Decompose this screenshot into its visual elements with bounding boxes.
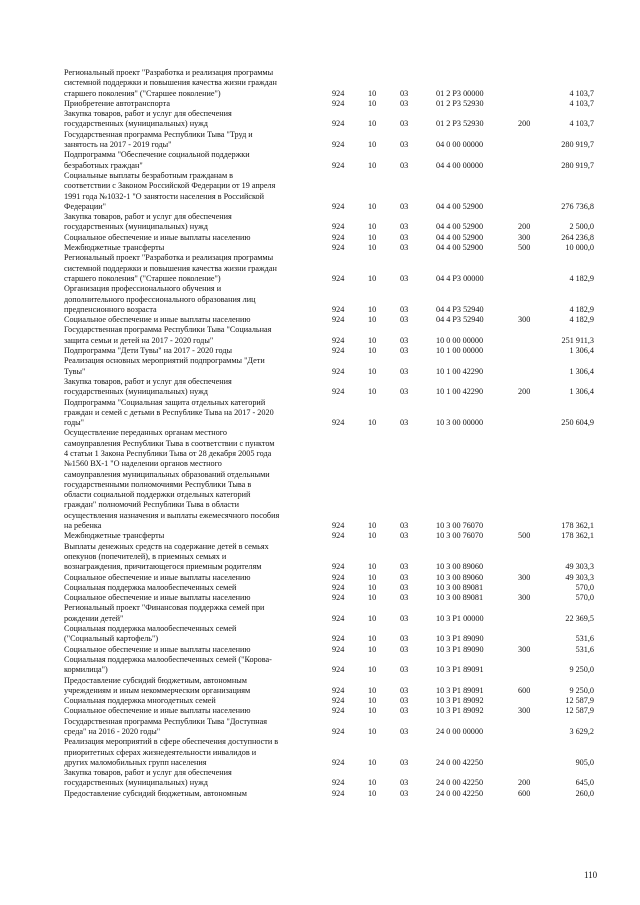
subsection-code-cell: 03 <box>400 562 409 572</box>
admin-code-cell: 924 <box>332 119 345 129</box>
section-code-cell: 10 <box>368 160 377 170</box>
subsection-code-cell: 03 <box>400 304 409 314</box>
subsection-code-cell: 03 <box>400 685 409 695</box>
expense-type-cell: 200 <box>518 119 531 129</box>
target-item-cell: 24 0 00 42250 <box>436 757 484 767</box>
table-row <box>64 542 594 573</box>
item-name-cell: Выплаты денежных средств на содержание детей в семьях опекунов (попечителей), в приемных семьях и вознаграждения, причитающегося приемным родителям <box>64 541 269 572</box>
item-name-cell: Межбюджетные трансферты <box>64 243 165 253</box>
target-item-cell: 10 3 P1 89090 <box>436 644 484 654</box>
section-code-cell: 10 <box>368 644 377 654</box>
target-item-cell: 24 0 00 42250 <box>436 788 484 798</box>
item-name-cell: Подпрограмма "Дети Тувы" на 2017 - 2020 годы <box>64 346 233 356</box>
target-item-cell: 10 3 00 89060 <box>436 562 484 572</box>
section-code-cell: 10 <box>368 119 377 129</box>
section-code-cell: 10 <box>368 304 377 314</box>
admin-code-cell: 924 <box>332 222 345 232</box>
item-name-cell: Осуществление переданных органам местного самоуправления Республики Тыва в соответствии с пунктом 4 статьи 1 Закона Республики Тыва от 28 декабря 2005 года №1560 ВХ-1 "О наделении органов местного самоуправления муниципальных образований отдельными государственными полномочиями Республики Тыва в области социальной поддержки отдельных категорий граждан" полномочий Республики Тыва в области осуществления назначения и выплаты ежемесячного пособия на ребенка <box>64 428 280 531</box>
target-item-cell: 10 3 P1 89090 <box>436 634 484 644</box>
section-code-cell: 10 <box>368 778 377 788</box>
admin-code-cell: 924 <box>332 140 345 150</box>
amount-cell: 570,0 <box>575 582 594 592</box>
table-row <box>64 624 594 645</box>
item-name-cell: Закупка товаров, работ и услуг для обеспечения государственных (муниципальных) нужд <box>64 768 232 788</box>
section-code-cell: 10 <box>368 757 377 767</box>
expense-type-cell: 300 <box>518 644 531 654</box>
table-row <box>64 377 594 398</box>
table-row <box>64 253 594 284</box>
expense-type-cell: 500 <box>518 243 531 253</box>
item-name-cell: Подпрограмма "Обеспечение социальной поддержки безработных граждан" <box>64 150 250 170</box>
item-name-cell: Государственная программа Республики Тыва "Социальная защита семьи и детей на 2017 - 2020 годы" <box>64 325 272 345</box>
section-code-cell: 10 <box>368 521 377 531</box>
subsection-code-cell: 03 <box>400 88 409 98</box>
table-row <box>64 243 594 253</box>
section-code-cell: 10 <box>368 232 377 242</box>
section-code-cell: 10 <box>368 366 377 376</box>
amount-cell: 3 629,2 <box>569 727 594 736</box>
subsection-code-cell: 03 <box>400 232 409 242</box>
section-code-cell: 10 <box>368 201 377 211</box>
table-row <box>64 68 594 99</box>
section-code-cell: 10 <box>368 696 377 706</box>
amount-cell: 4 182,9 <box>569 273 594 283</box>
amount-cell: 645,0 <box>575 778 594 788</box>
target-item-cell: 24 0 00 00000 <box>436 727 484 736</box>
admin-code-cell: 924 <box>332 727 345 736</box>
expense-type-cell: 300 <box>518 232 531 242</box>
amount-cell: 9 250,0 <box>569 665 594 675</box>
section-code-cell: 10 <box>368 98 377 108</box>
section-code-cell: 10 <box>368 88 377 98</box>
admin-code-cell: 924 <box>332 582 345 592</box>
target-item-cell: 04 4 00 52900 <box>436 201 484 211</box>
table-row <box>64 346 594 356</box>
item-name-cell: Государственная программа Республики Тыва "Труд и занятость на 2017 - 2019 годы" <box>64 129 253 150</box>
section-code-cell: 10 <box>368 273 377 283</box>
admin-code-cell: 924 <box>332 201 345 211</box>
target-item-cell: 04 4 P3 00000 <box>436 273 484 283</box>
section-code-cell: 10 <box>368 613 377 623</box>
item-name-cell: Социальные выплаты безработным гражданам в соответствии с Законом Российской Федерации от 19 апреля 1991 года №1032-1 "О занятости населения в Российской Федерации" <box>64 170 276 211</box>
target-item-cell: 04 4 00 52900 <box>436 232 484 242</box>
subsection-code-cell: 03 <box>400 98 409 108</box>
amount-cell: 531,6 <box>575 644 594 654</box>
target-item-cell: 04 4 00 00000 <box>436 160 484 170</box>
amount-cell: 531,6 <box>575 634 594 644</box>
target-item-cell: 10 3 00 89081 <box>436 593 484 603</box>
budget-table <box>64 68 594 799</box>
subsection-code-cell: 03 <box>400 521 409 531</box>
table-row <box>64 593 594 603</box>
table-row <box>64 655 594 676</box>
table-row <box>64 706 594 716</box>
amount-cell: 2 500,0 <box>569 222 594 232</box>
subsection-code-cell: 03 <box>400 665 409 675</box>
target-item-cell: 10 3 P1 89091 <box>436 685 484 695</box>
subsection-code-cell: 03 <box>400 696 409 706</box>
expense-type-cell: 500 <box>518 531 531 541</box>
subsection-code-cell: 03 <box>400 418 409 428</box>
target-item-cell: 04 0 00 00000 <box>436 140 484 150</box>
target-item-cell: 10 3 00 76070 <box>436 521 484 531</box>
subsection-code-cell: 03 <box>400 727 409 736</box>
item-name-cell: Региональный проект "Финансовая поддержка семей при рождении детей" <box>64 603 265 623</box>
item-name-cell: Социальная поддержка малообеспеченных семей <box>64 582 237 592</box>
target-item-cell: 10 1 00 00000 <box>436 346 484 356</box>
admin-code-cell: 924 <box>332 644 345 654</box>
item-name-cell: Предоставление субсидий бюджетным, автономным <box>64 788 247 798</box>
admin-code-cell: 924 <box>332 613 345 623</box>
table-row <box>64 233 594 243</box>
admin-code-cell: 924 <box>332 273 345 283</box>
amount-cell: 4 103,7 <box>569 119 594 129</box>
section-code-cell: 10 <box>368 788 377 798</box>
amount-cell: 49 303,3 <box>565 572 594 582</box>
target-item-cell: 10 1 00 42290 <box>436 387 484 397</box>
subsection-code-cell: 03 <box>400 593 409 603</box>
item-name-cell: Предоставление субсидий бюджетным, автономным учреждениям и иным некоммерческим организациям <box>64 675 251 695</box>
subsection-code-cell: 03 <box>400 160 409 170</box>
item-name-cell: Реализация основных мероприятий подпрограммы "Дети Тувы" <box>64 356 265 376</box>
subsection-code-cell: 03 <box>400 582 409 592</box>
table-row <box>64 603 594 624</box>
section-code-cell: 10 <box>368 593 377 603</box>
target-item-cell: 10 3 P1 89091 <box>436 665 484 675</box>
table-row <box>64 676 594 697</box>
table-row <box>64 398 594 429</box>
admin-code-cell: 924 <box>332 706 345 716</box>
subsection-code-cell: 03 <box>400 644 409 654</box>
subsection-code-cell: 03 <box>400 140 409 150</box>
subsection-code-cell: 03 <box>400 788 409 798</box>
target-item-cell: 04 4 00 52900 <box>436 222 484 232</box>
admin-code-cell: 924 <box>332 531 345 541</box>
table-row <box>64 737 594 768</box>
section-code-cell: 10 <box>368 634 377 644</box>
expense-type-cell: 300 <box>518 706 531 716</box>
amount-cell: 4 103,7 <box>569 98 594 108</box>
item-name-cell: Региональный проект "Разработка и реализация программы системной поддержки и повышения качества жизни граждан старшего поколения" ("Старшее поколение") <box>64 68 277 98</box>
table-row <box>64 212 594 233</box>
admin-code-cell: 924 <box>332 593 345 603</box>
amount-cell: 264 236,8 <box>561 232 594 242</box>
item-name-cell: Социальная поддержка малообеспеченных семей ("Социальный картофель") <box>64 624 237 644</box>
target-item-cell: 10 0 00 00000 <box>436 335 484 345</box>
section-code-cell: 10 <box>368 727 377 736</box>
item-name-cell: Социальное обеспечение и иные выплаты населению <box>64 232 251 242</box>
admin-code-cell: 924 <box>332 315 345 325</box>
section-code-cell: 10 <box>368 582 377 592</box>
table-row <box>64 315 594 325</box>
amount-cell: 178 362,1 <box>561 531 594 541</box>
item-name-cell: Реализация мероприятий в сфере обеспечения доступности в приоритетных сферах жизнедеятельности инвалидов и других маломобильных групп населения <box>64 737 279 767</box>
section-code-cell: 10 <box>368 706 377 716</box>
subsection-code-cell: 03 <box>400 613 409 623</box>
admin-code-cell: 924 <box>332 88 345 98</box>
subsection-code-cell: 03 <box>400 634 409 644</box>
item-name-cell: Социальная поддержка многодетных семей <box>64 696 216 706</box>
target-item-cell: 10 3 00 89081 <box>436 582 484 592</box>
target-item-cell: 10 3 P1 00000 <box>436 613 484 623</box>
expense-type-cell: 200 <box>518 222 531 232</box>
target-item-cell: 10 3 P1 89092 <box>436 696 484 706</box>
table-row <box>64 356 594 377</box>
item-name-cell: Социальное обеспечение и иные выплаты населению <box>64 644 251 654</box>
table-row <box>64 696 594 706</box>
section-code-cell: 10 <box>368 222 377 232</box>
section-code-cell: 10 <box>368 140 377 150</box>
item-name-cell: Государственная программа Республики Тыва "Доступная среда" на 2016 - 2020 годы" <box>64 716 268 736</box>
item-name-cell: Закупка товаров, работ и услуг для обеспечения государственных (муниципальных) нужд <box>64 212 232 232</box>
amount-cell: 22 369,5 <box>565 613 594 623</box>
amount-cell: 905,0 <box>575 757 594 767</box>
item-name-cell: Подпрограмма "Социальная защита отдельных категорий граждан и семей с детьми в Республике Тыва на 2017 - 2020 годы" <box>64 397 274 428</box>
amount-cell: 251 911,3 <box>561 335 594 345</box>
target-item-cell: 04 4 00 52900 <box>436 243 484 253</box>
expense-type-cell: 600 <box>518 685 531 695</box>
item-name-cell: Социальное обеспечение и иные выплаты населению <box>64 572 251 582</box>
expense-type-cell: 300 <box>518 572 531 582</box>
amount-cell: 1 306,4 <box>569 346 594 356</box>
subsection-code-cell: 03 <box>400 757 409 767</box>
item-name-cell: Закупка товаров, работ и услуг для обеспечения государственных (муниципальных) нужд <box>64 376 232 397</box>
expense-type-cell: 300 <box>518 315 531 325</box>
item-name-cell: Закупка товаров, работ и услуг для обеспечения государственных (муниципальных) нужд <box>64 109 232 129</box>
section-code-cell: 10 <box>368 387 377 397</box>
subsection-code-cell: 03 <box>400 572 409 582</box>
amount-cell: 250 604,9 <box>561 418 594 428</box>
item-name-cell: Организация профессионального обучения и дополнительного профессионального образования лиц предпенсионного возраста <box>64 284 256 314</box>
amount-cell: 178 362,1 <box>561 521 594 531</box>
admin-code-cell: 924 <box>332 778 345 788</box>
expense-type-cell: 200 <box>518 387 531 397</box>
admin-code-cell: 924 <box>332 572 345 582</box>
amount-cell: 9 250,0 <box>569 685 594 695</box>
amount-cell: 4 182,9 <box>569 304 594 314</box>
admin-code-cell: 924 <box>332 346 345 356</box>
admin-code-cell: 924 <box>332 387 345 397</box>
admin-code-cell: 924 <box>332 757 345 767</box>
target-item-cell: 04 4 P3 52940 <box>436 304 484 314</box>
section-code-cell: 10 <box>368 562 377 572</box>
table-row <box>64 109 594 130</box>
amount-cell: 280 919,7 <box>561 160 594 170</box>
subsection-code-cell: 03 <box>400 201 409 211</box>
section-code-cell: 10 <box>368 346 377 356</box>
amount-cell: 4 103,7 <box>569 88 594 98</box>
table-row <box>64 768 594 789</box>
subsection-code-cell: 03 <box>400 222 409 232</box>
table-row <box>64 130 594 151</box>
item-name-cell: Приобретение автотранспорта <box>64 98 170 108</box>
expense-type-cell: 600 <box>518 788 531 798</box>
amount-cell: 12 587,9 <box>565 696 594 706</box>
subsection-code-cell: 03 <box>400 273 409 283</box>
amount-cell: 276 736,8 <box>561 201 594 211</box>
section-code-cell: 10 <box>368 315 377 325</box>
admin-code-cell: 924 <box>332 562 345 572</box>
target-item-cell: 01 2 P3 52930 <box>436 119 484 129</box>
item-name-cell: Социальное обеспечение и иные выплаты населению <box>64 706 251 716</box>
target-item-cell: 10 3 00 76070 <box>436 531 484 541</box>
subsection-code-cell: 03 <box>400 346 409 356</box>
expense-type-cell: 200 <box>518 778 531 788</box>
section-code-cell: 10 <box>368 685 377 695</box>
section-code-cell: 10 <box>368 243 377 253</box>
table-row <box>64 171 594 212</box>
admin-code-cell: 924 <box>332 685 345 695</box>
amount-cell: 4 182,9 <box>569 315 594 325</box>
admin-code-cell: 924 <box>332 788 345 798</box>
admin-code-cell: 924 <box>332 418 345 428</box>
table-row <box>64 583 594 593</box>
item-name-cell: Региональный проект "Разработка и реализация программы системной поддержки и повышения качества жизни граждан старшего поколения" ("Старшее поколение") <box>64 253 277 283</box>
table-row <box>64 531 594 541</box>
table-row <box>64 325 594 346</box>
subsection-code-cell: 03 <box>400 335 409 345</box>
admin-code-cell: 924 <box>332 521 345 531</box>
target-item-cell: 10 3 00 00000 <box>436 418 484 428</box>
subsection-code-cell: 03 <box>400 387 409 397</box>
admin-code-cell: 924 <box>332 335 345 345</box>
admin-code-cell: 924 <box>332 665 345 675</box>
target-item-cell: 04 4 P3 52940 <box>436 315 484 325</box>
section-code-cell: 10 <box>368 335 377 345</box>
section-code-cell: 10 <box>368 531 377 541</box>
amount-cell: 1 306,4 <box>569 366 594 376</box>
amount-cell: 49 303,3 <box>565 562 594 572</box>
amount-cell: 10 000,0 <box>565 243 594 253</box>
table-row <box>64 150 594 171</box>
target-item-cell: 10 3 00 89060 <box>436 572 484 582</box>
section-code-cell: 10 <box>368 665 377 675</box>
admin-code-cell: 924 <box>332 366 345 376</box>
subsection-code-cell: 03 <box>400 243 409 253</box>
item-name-cell: Социальное обеспечение и иные выплаты населению <box>64 315 251 325</box>
item-name-cell: Межбюджетные трансферты <box>64 531 165 541</box>
table-row <box>64 284 594 315</box>
target-item-cell: 01 2 P3 52930 <box>436 98 484 108</box>
subsection-code-cell: 03 <box>400 315 409 325</box>
admin-code-cell: 924 <box>332 160 345 170</box>
target-item-cell: 10 3 P1 89092 <box>436 706 484 716</box>
table-row <box>64 573 594 583</box>
target-item-cell: 24 0 00 42250 <box>436 778 484 788</box>
subsection-code-cell: 03 <box>400 706 409 716</box>
admin-code-cell: 924 <box>332 634 345 644</box>
table-row <box>64 428 594 531</box>
subsection-code-cell: 03 <box>400 778 409 788</box>
amount-cell: 280 919,7 <box>561 140 594 150</box>
section-code-cell: 10 <box>368 572 377 582</box>
page-number: 110 <box>584 870 598 880</box>
admin-code-cell: 924 <box>332 98 345 108</box>
expense-type-cell: 300 <box>518 593 531 603</box>
subsection-code-cell: 03 <box>400 366 409 376</box>
target-item-cell: 01 2 P3 00000 <box>436 88 484 98</box>
amount-cell: 260,0 <box>575 788 594 798</box>
admin-code-cell: 924 <box>332 232 345 242</box>
table-row <box>64 99 594 109</box>
amount-cell: 12 587,9 <box>565 706 594 716</box>
table-row <box>64 645 594 655</box>
subsection-code-cell: 03 <box>400 531 409 541</box>
target-item-cell: 10 1 00 42290 <box>436 366 484 376</box>
admin-code-cell: 924 <box>332 696 345 706</box>
subsection-code-cell: 03 <box>400 119 409 129</box>
item-name-cell: Социальная поддержка малообеспеченных семей ("Корова- кормилица") <box>64 654 272 675</box>
table-row <box>64 789 594 799</box>
admin-code-cell: 924 <box>332 304 345 314</box>
admin-code-cell: 924 <box>332 243 345 253</box>
table-row <box>64 717 594 738</box>
section-code-cell: 10 <box>368 418 377 428</box>
item-name-cell: Социальное обеспечение и иные выплаты населению <box>64 593 251 603</box>
amount-cell: 1 306,4 <box>569 387 594 397</box>
amount-cell: 570,0 <box>575 593 594 603</box>
